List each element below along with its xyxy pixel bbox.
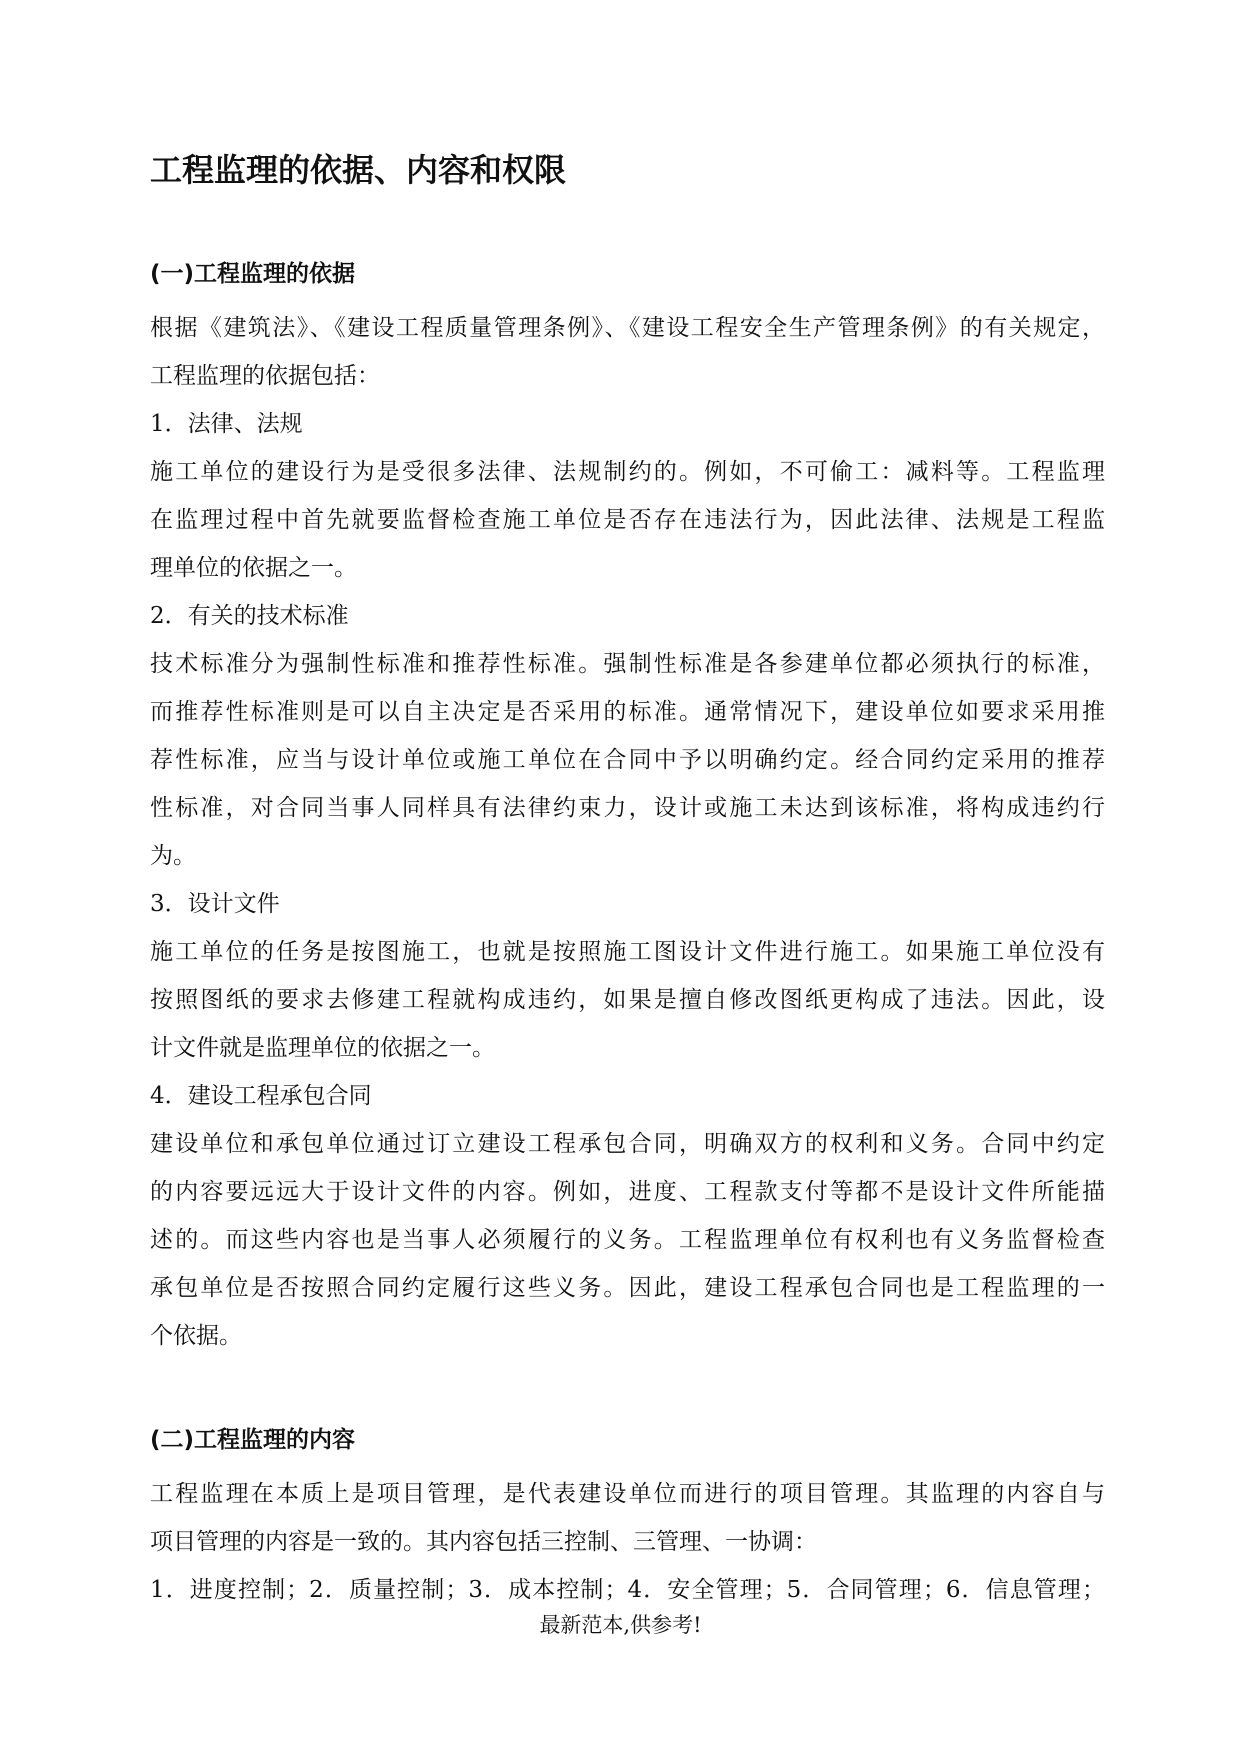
paragraph-line: 施工单位的建设行为是受很多法律、法规制约的。例如，不可偷工：减料等。工程监理 bbox=[150, 459, 1105, 485]
page-footer: 最新范本,供参考! bbox=[539, 1613, 702, 1637]
paragraph-line: 技术标准分为强制性标准和推荐性标准。强制性标准是各参建单位都必须执行的标准， bbox=[150, 651, 1105, 677]
section-heading: (一)工程监理的依据 bbox=[150, 261, 356, 287]
paragraph-line: 理单位的依据之一。 bbox=[150, 555, 357, 581]
paragraph-line: 计文件就是监理单位的依据之一。 bbox=[150, 1035, 495, 1061]
section-heading: (二)工程监理的内容 bbox=[150, 1427, 356, 1453]
section-content bbox=[150, 1424, 1105, 1614]
section-basis bbox=[150, 258, 1105, 1360]
paragraph-line: 性标准，对合同当事人同样具有法律约束力，设计或施工未达到该标准，将构成违约行 bbox=[150, 795, 1105, 821]
paragraph-line: 而推荐性标准则是可以自主决定是否采用的标准。通常情况下，建设单位如要求采用推 bbox=[150, 699, 1105, 725]
paragraph-line: 按照图纸的要求去修建工程就构成违约，如果是擅自修改图纸更构成了违法。因此，设 bbox=[150, 987, 1105, 1013]
list-item-heading: 4．建设工程承包合同 bbox=[150, 1083, 372, 1109]
paragraph-line: 个依据。 bbox=[150, 1323, 242, 1349]
paragraph-line: 根据《建筑法》、《建设工程质量管理条例》、《建设工程安全生产管理条例》的有关规定， bbox=[150, 315, 1105, 341]
paragraph-line: 述的。而这些内容也是当事人必须履行的义务。工程监理单位有权利也有义务监督检查 bbox=[150, 1227, 1105, 1253]
paragraph-line: 荐性标准，应当与设计单位或施工单位在合同中予以明确约定。经合同约定采用的推荐 bbox=[150, 747, 1105, 773]
paragraph-line: 在监理过程中首先就要监督检查施工单位是否存在违法行为，因此法律、法规是工程监 bbox=[150, 507, 1105, 533]
paragraph-line: 的内容要远远大于设计文件的内容。例如，进度、工程款支付等都不是设计文件所能描 bbox=[150, 1179, 1105, 1205]
paragraph-line: 1．进度控制；2．质量控制；3．成本控制；4．安全管理；5．合同管理；6．信息管理； bbox=[150, 1577, 1105, 1603]
paragraph-line: 承包单位是否按照合同约定履行这些义务。因此，建设工程承包合同也是工程监理的一 bbox=[150, 1275, 1105, 1301]
list-item-heading: 1．法律、法规 bbox=[150, 411, 303, 437]
paragraph-line: 工程监理在本质上是项目管理，是代表建设单位而进行的项目管理。其监理的内容自与 bbox=[150, 1481, 1105, 1507]
paragraph-line: 施工单位的任务是按图施工，也就是按照施工图设计文件进行施工。如果施工单位没有 bbox=[150, 939, 1105, 965]
paragraph-line: 建设单位和承包单位通过订立建设工程承包合同，明确双方的权利和义务。合同中约定 bbox=[150, 1131, 1105, 1157]
list-item-heading: 3．设计文件 bbox=[150, 891, 280, 917]
list-item-heading: 2．有关的技术标准 bbox=[150, 603, 349, 629]
document-title: 工程监理的依据、内容和权限 bbox=[150, 151, 567, 189]
paragraph-line: 为。 bbox=[150, 843, 196, 869]
paragraph-line: 工程监理的依据包括： bbox=[150, 363, 380, 389]
paragraph-line: 项目管理的内容是一致的。其内容包括三控制、三管理、一协调： bbox=[150, 1529, 817, 1555]
